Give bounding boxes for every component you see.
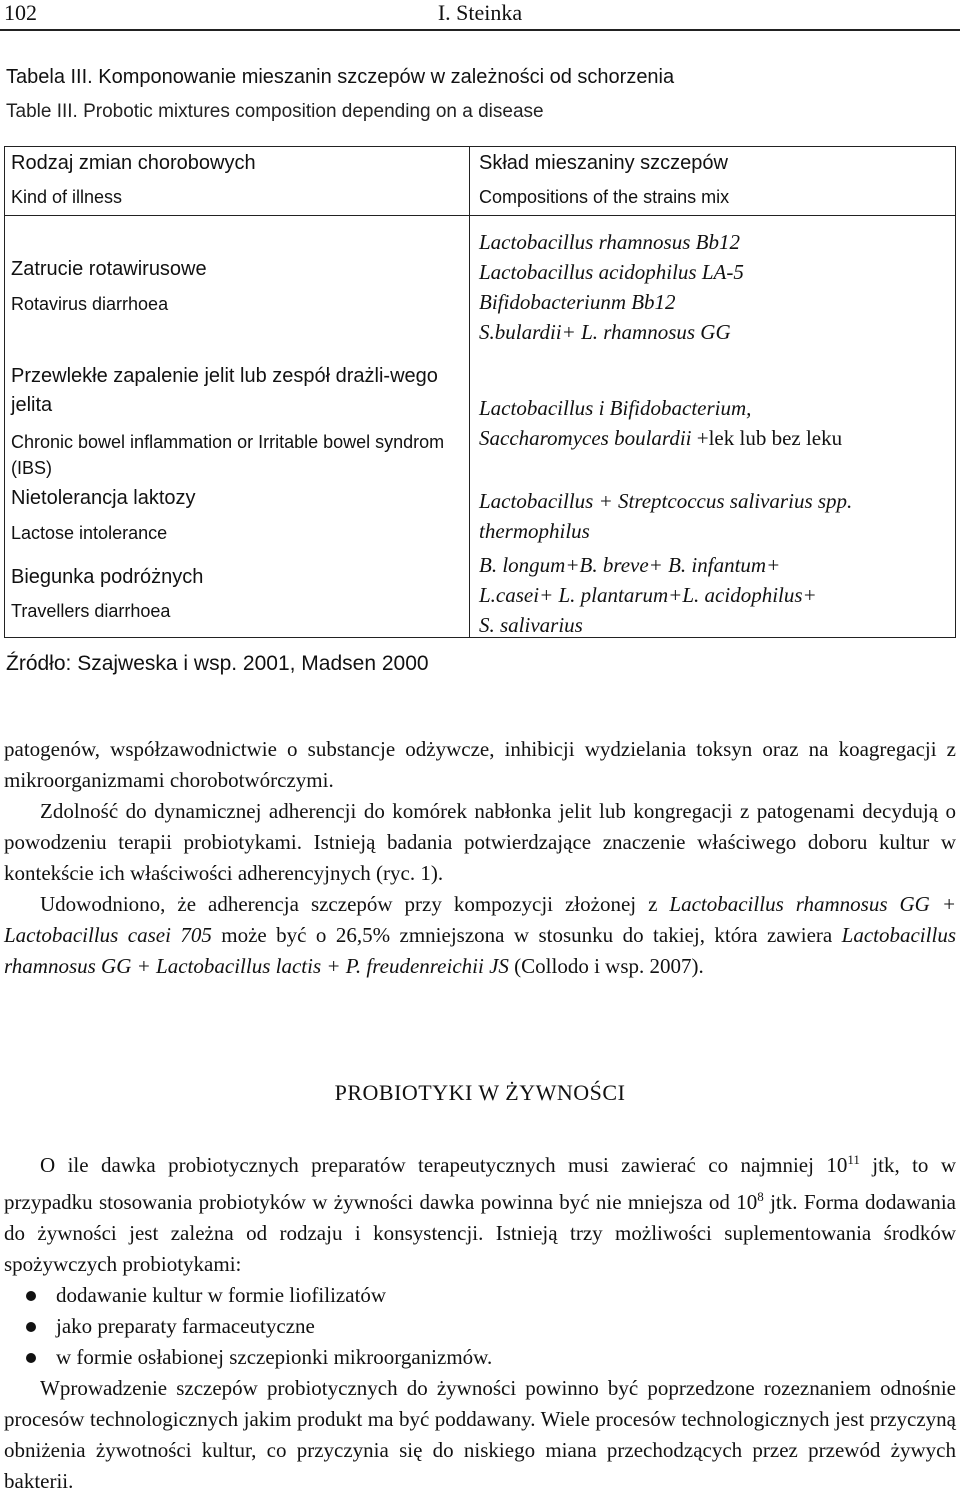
col1-header-pl: Rodzaj zmian chorobowych bbox=[11, 152, 256, 174]
text-run-italic: Lactobacillus rhamnosus GG + Lactobacillus lactis + P. freudenreichii JS bbox=[4, 923, 956, 978]
text-run: O ile dawka probiotycznych preparatów terapeutycznych musi zawierać co najmniej 10 bbox=[40, 1153, 848, 1177]
bullet-icon bbox=[26, 1353, 36, 1363]
page-number: 102 bbox=[4, 0, 37, 25]
row2-mix-italic-1: Lactobacillus i Bifidobacterium, bbox=[479, 396, 752, 420]
list-item bbox=[4, 1342, 956, 1373]
row2-illness-pl: Przewlekłe zapalenie jelit lub zespół drażli-wego jelita bbox=[11, 365, 438, 416]
text-run: jtk. Forma dodawania do żywności jest zależna od rodzaju i konsystencji. Istnieją trzy możliwości suplementowania środków spożywczych probiotykami: bbox=[4, 1190, 956, 1276]
paragraph: Zdolność do dynamicznej adherencji do komórek nabłonka jelit lub kongregacji z patogenami decydują o powodzeniu terapii probiotykami. Istnieją badania potwierdzające znaczenie właściwego doboru kultur w kontekście ich właściwości adherencyjnych (ryc. 1). bbox=[4, 799, 956, 885]
col2-header-pl: Skład mieszaniny szczepów bbox=[479, 152, 728, 174]
table-caption-pl: Tabela III. Komponowanie mieszanin szczepów w zależności od schorzenia bbox=[6, 66, 675, 88]
body-text-upper bbox=[4, 734, 956, 982]
list-item-text: jako preparaty farmaceutyczne bbox=[56, 1314, 315, 1338]
row1-mix-line: Bifidobacteriunm Bb12 bbox=[479, 290, 676, 314]
text-run: Udowodniono, że adherencja szczepów przy kompozycji złożonej z bbox=[40, 892, 670, 916]
row4-illness-pl: Biegunka podróżnych bbox=[11, 566, 204, 588]
paragraph bbox=[4, 889, 956, 982]
list-item bbox=[4, 1311, 956, 1342]
row1-mix-line: Lactobacillus acidophilus LA-5 bbox=[479, 260, 744, 284]
row2-mix-normal: +lek lub bez leku bbox=[691, 426, 843, 450]
text-run: może być o 26,5% zmniejszona w stosunku do takiej, która zawiera bbox=[211, 923, 842, 947]
row4-mix-line: L.casei+ L. plantarum+L. acidophilus+ bbox=[479, 583, 817, 607]
bullet-icon bbox=[26, 1322, 36, 1332]
text-run-italic: Lactobacillus rhamnosus GG + Lactobacillus casei 705 bbox=[4, 892, 956, 947]
list-item bbox=[4, 1280, 956, 1311]
superscript: 11 bbox=[847, 1152, 860, 1167]
table-caption-en: Table III. Probotic mixtures composition depending on a disease bbox=[6, 101, 544, 122]
row1-mix-line: Lactobacillus rhamnosus Bb12 bbox=[479, 230, 740, 254]
row2-mix-line bbox=[479, 393, 949, 423]
row3-illness-en: Lactose intolerance bbox=[11, 523, 168, 543]
col2-header-en: Compositions of the strains mix bbox=[479, 187, 730, 207]
paragraph bbox=[4, 1144, 956, 1280]
row3-mix-line: thermophilus bbox=[479, 519, 590, 543]
bullet-icon bbox=[26, 1291, 36, 1301]
page-header bbox=[0, 0, 960, 31]
text-run: jtk, to w przypadku stosowania probiotyków w żywności dawka powinna być nie mniejsza od 10 bbox=[4, 1153, 956, 1214]
strain-mix-table bbox=[4, 146, 956, 638]
row1-illness-pl: Zatrucie rotawirusowe bbox=[11, 258, 207, 280]
row4-illness-en: Travellers diarrhoea bbox=[11, 601, 171, 621]
list-item-text: w formie osłabionej szczepionki mikroorganizmów. bbox=[56, 1345, 493, 1369]
table-source: Źródło: Szajweska i wsp. 2001, Madsen 2000 bbox=[6, 652, 429, 675]
paragraph: patogenów, współzawodnictwie o substancje odżywcze, inhibicji wydzielania toksyn oraz na koagregacji z mikroorganizmami chorobotwórczymi. bbox=[4, 737, 956, 792]
row2-mix-line bbox=[479, 423, 949, 453]
row2-illness-en: Chronic bowel inflammation or Irritable bowel syndrom (IBS) bbox=[11, 432, 445, 478]
row1-illness-en: Rotavirus diarrhoea bbox=[11, 294, 169, 314]
running-head: I. Steinka bbox=[437, 0, 523, 25]
col1-header-en: Kind of illness bbox=[11, 187, 123, 207]
row2-mix-italic-2: Saccharomyces boulardii bbox=[479, 426, 692, 450]
row4-mix-line: S. salivarius bbox=[479, 613, 583, 637]
list-item-text: dodawanie kultur w formie liofilizatów bbox=[56, 1283, 387, 1307]
row3-mix-line: Lactobacillus + Streptcoccus salivarius spp. bbox=[479, 489, 853, 513]
body-text-lower bbox=[4, 1144, 956, 1497]
bullet-list bbox=[4, 1280, 956, 1373]
section-title: PROBIOTYKI W ŻYWNOŚCI bbox=[334, 1080, 626, 1105]
row4-mix-line: B. longum+B. breve+ B. infantum+ bbox=[479, 553, 781, 577]
table-header-divider bbox=[5, 215, 955, 216]
table-column-divider bbox=[469, 147, 470, 637]
paragraph: Wprowadzenie szczepów probiotycznych do żywności powinno być poprzedzone rozeznaniem odnośnie procesów technologicznych jakim produkt ma być poddawany. Wiele procesów technologicznych jest przyczyną obniżenia żywotności kultur, co przyczynia się do niskiego miana przechodzących przez przewód żywych bakterii. bbox=[4, 1376, 956, 1493]
row3-illness-pl: Nietolerancja laktozy bbox=[11, 487, 196, 509]
superscript: 8 bbox=[757, 1189, 764, 1204]
row1-mix-line: S.bulardii+ L. rhamnosus GG bbox=[479, 320, 731, 344]
text-run: (Collodo i wsp. 2007). bbox=[508, 954, 704, 978]
